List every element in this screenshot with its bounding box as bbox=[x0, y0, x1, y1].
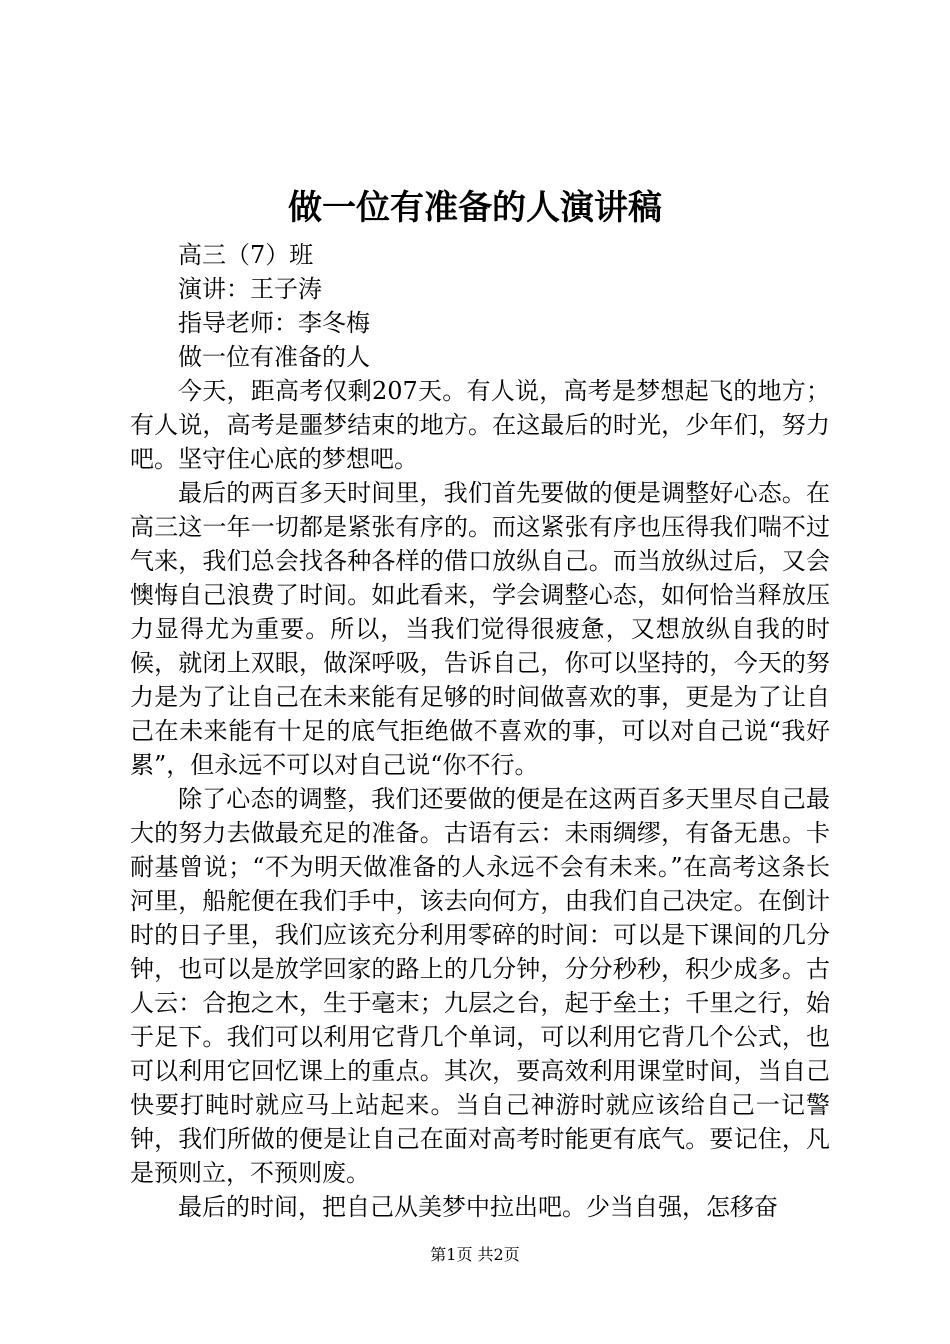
paragraph-2: 最后的两百多天时间里，我们首先要做的便是调整好心态。在高三这一年一切都是紧张有序的。而这紧张有序也压得我们喘不过气来，我们总会找各种各样的借口放纵自己。而当放纵过后，又会懊悔自己浪费了时间。如此看来，学会调整心态，如何恰当释放压力显得尤为重要。所以，当我们觉得很疲惫，又想放纵自我的时候，就闭上双眼，做深呼吸，告诉自己，你可以坚持的，今天的努力是为了让自己在未来能有足够的时间做喜欢的事，更是为了让自己在未来能有十足的底气拒绝做不喜欢的事，可以对自己说“我好累”，但永远不可以对自己说“你不行。 bbox=[130, 479, 830, 779]
paragraph-3: 除了心态的调整，我们还要做的便是在这两百多天里尽自己最大的努力去做最充足的准备。古语有云：未雨绸缪，有备无患。卡耐基曾说；“不为明天做准备的人永远不会有未来。”在高考这条长河里，船舵便在我们手中，该去向何方，由我们自己决定。在倒计时的日子里，我们应该充分利用零碎的时间：可以是下课间的几分钟，也可以是放学回家的路上的几分钟，分分秒秒，积少成多。古人云：合抱之木，生于毫末；九层之台，起于垒土；千里之行，始于足下。我们可以利用它背几个单词，可以利用它背几个公式，也可以利用它回忆课上的重点。其次，要高效利用课堂时间，当自己快要打盹时就应马上站起来。当自己神游时就应该给自己一记警钟，我们所做的便是让自己在面对高考时能更有底气。要记住，凡是预则立，不预则废。 bbox=[130, 785, 830, 1187]
class-line: 高三（7）班 bbox=[178, 241, 314, 269]
document-title: 做一位有准备的人演讲稿 bbox=[288, 188, 662, 228]
paragraph-4: 最后的时间，把自己从美梦中拉出吧。少当自强，怎移奋 bbox=[178, 1193, 778, 1221]
paragraph-1: 今天，距高考仅剩207天。有人说，高考是梦想起飞的地方；有人说，高考是噩梦结束的地方。在这最后的时光，少年们，努力吧。坚守住心底的梦想吧。 bbox=[130, 377, 830, 473]
teacher-line: 指导老师：李冬梅 bbox=[178, 309, 370, 337]
speech-subtitle: 做一位有准备的人 bbox=[178, 343, 370, 371]
page-number: 第1页 共2页 bbox=[430, 1245, 520, 1264]
speaker-line: 演讲：王子涛 bbox=[178, 275, 322, 303]
document-body bbox=[130, 238, 830, 1224]
